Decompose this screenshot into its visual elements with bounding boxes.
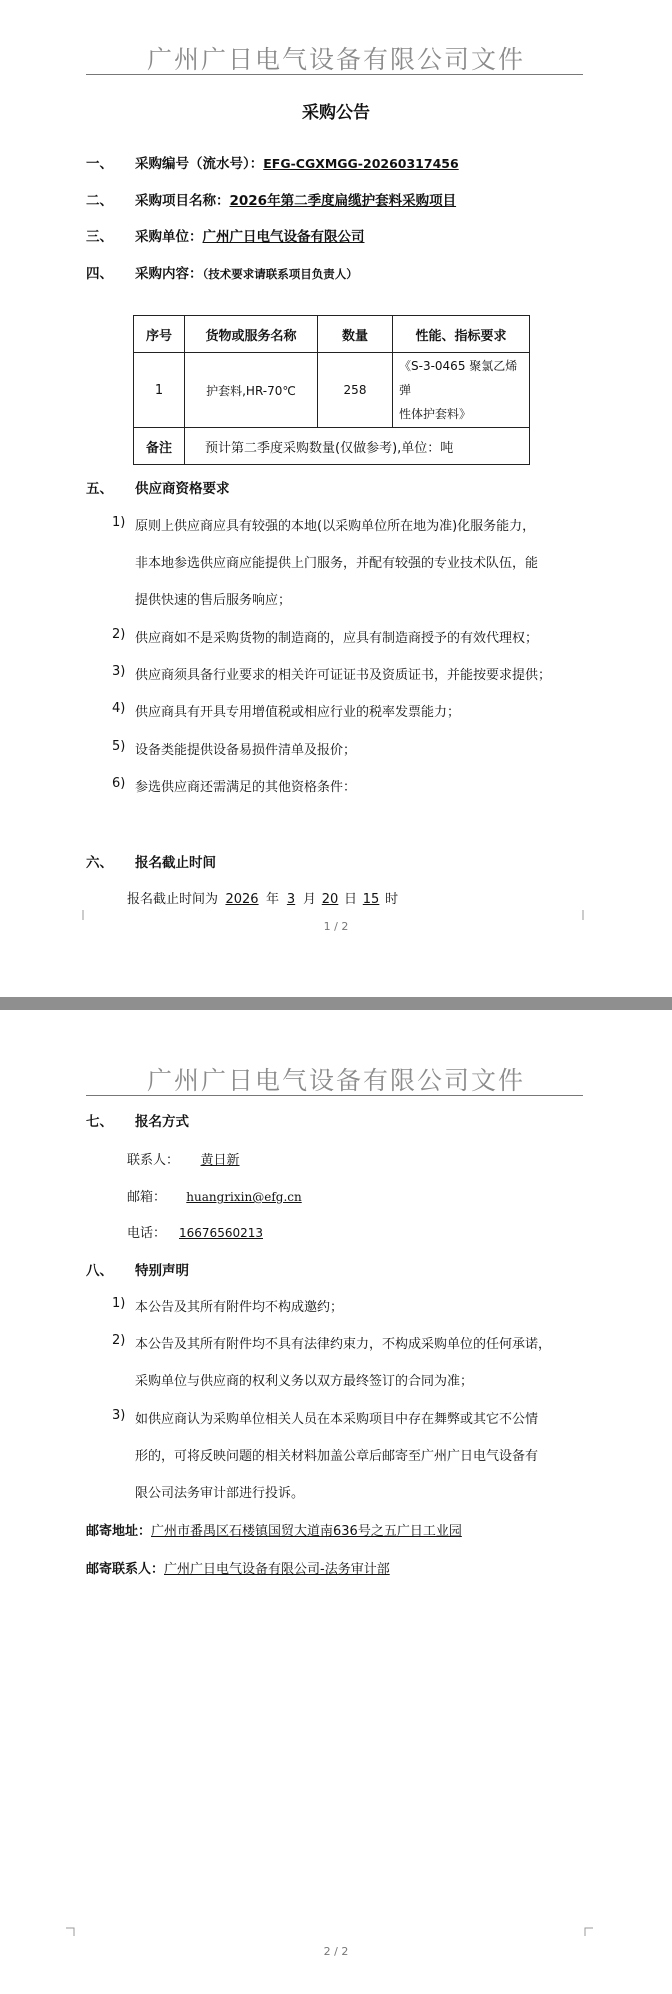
contact-name: 黄日新 — [200, 1153, 240, 1168]
deadline-month: 3 — [286, 892, 296, 907]
remark-label: 备注 — [134, 428, 185, 465]
statement-3-line-1: 如供应商认为采购单位相关人员在本采购项目中存在舞弊或其它不公情 — [135, 1412, 539, 1427]
email-row — [127, 1186, 322, 1205]
qualification-1-line-1: 原则上供应商应具有较强的本地(以采购单位所在地为准)化服务能力， — [135, 519, 536, 534]
section-8-title: 特别声明 — [135, 1263, 189, 1279]
section-3-number: 三、 — [86, 229, 113, 245]
qualification-6-text: 参选供应商还需满足的其他资格条件： — [135, 780, 357, 795]
deadline-day: 20 — [321, 892, 339, 907]
section-1-number: 一、 — [86, 156, 113, 172]
page-number: 1 / 2 — [323, 920, 349, 933]
statement-3-line-3: 限公司法务审计部进行投诉。 — [135, 1486, 305, 1501]
section-6-title: 报名截止时间 — [135, 855, 216, 871]
page-corner-mark — [583, 1926, 593, 1936]
document-header: 广州广日电气设备有限公司文件 — [146, 1066, 525, 1095]
section-1-row — [135, 152, 459, 172]
spec-line-2: 性体护套料》 — [399, 407, 472, 421]
header-divider — [86, 1095, 583, 1096]
deadline-year: 2026 — [225, 892, 259, 907]
mail-address: 广州市番禺区石楼镇国贸大道南636号之五广日工业园 — [151, 1524, 462, 1539]
header-divider — [86, 74, 583, 75]
mail-contact-label: 邮寄联系人： — [86, 1562, 165, 1577]
section-6-number: 六、 — [86, 855, 113, 871]
section-8-number: 八、 — [86, 1263, 113, 1279]
project-name: 2026年第二季度扁缆护套料采购项目 — [229, 193, 457, 209]
section-5-title: 供应商资格要求 — [135, 481, 230, 497]
statement-2-line-2: 采购单位与供应商的权利义务以双方最终签订的合同为准； — [135, 1374, 474, 1389]
page-title: 采购公告 — [302, 103, 370, 123]
qualification-3-text: 供应商须具备行业要求的相关许可证证书及资质证书，并能按要求提供； — [135, 668, 552, 683]
deadline-hour-unit: 时 — [385, 892, 399, 907]
section-4-number: 四、 — [86, 266, 113, 282]
mail-address-row — [86, 1520, 462, 1539]
page-corner-mark — [66, 1926, 76, 1936]
section-3-row — [135, 225, 365, 245]
qualification-5-number: 5) — [112, 739, 126, 754]
contact-label: 联系人： — [127, 1153, 180, 1168]
contact-row — [127, 1149, 261, 1168]
section-4-row — [135, 262, 358, 282]
phone-label: 电话： — [127, 1226, 167, 1241]
mail-contact: 广州广日电气设备有限公司-法务审计部 — [164, 1562, 390, 1577]
page-separator — [0, 997, 672, 1010]
purchasing-unit: 广州广日电气设备有限公司 — [202, 229, 365, 245]
statement-3-line-2: 形的，可将反映问题的相关材料加盖公章后邮寄至广州广日电气设备有 — [135, 1449, 539, 1464]
qualification-1-line-2: 非本地参选供应商应能提供上门服务，并配有较强的专业技术队伍，能 — [135, 556, 539, 571]
table-remark-row — [134, 428, 530, 465]
qualification-5-text: 设备类能提供设备易损件清单及报价； — [135, 743, 357, 758]
section-1-label: 采购编号（流水号）： — [135, 156, 264, 172]
deadline-month-unit: 月 — [303, 892, 317, 907]
page-corner-mark — [78, 910, 88, 920]
section-2-row — [135, 189, 466, 209]
email-address: huangrixin@efg.cn — [186, 1190, 302, 1204]
cell-quantity: 258 — [318, 353, 393, 428]
deadline-year-unit: 年 — [266, 892, 280, 907]
statement-3-number: 3) — [112, 1408, 126, 1423]
statement-2-line-1: 本公告及其所有附件均不具有法律约束力，不构成采购单位的任何承诺， — [135, 1337, 552, 1352]
mail-address-label: 邮寄地址： — [86, 1524, 152, 1539]
statement-2-number: 2) — [112, 1333, 126, 1348]
qualification-3-number: 3) — [112, 664, 126, 679]
header-item-name: 货物或服务名称 — [185, 316, 318, 353]
statement-1-number: 1) — [112, 1296, 126, 1311]
cell-item-name: 护套料,HR-70℃ — [185, 353, 318, 428]
qualification-1-number: 1) — [112, 515, 126, 530]
section-7-number: 七、 — [86, 1114, 113, 1130]
header-quantity: 数量 — [318, 316, 393, 353]
table-header-row — [134, 316, 530, 353]
qualification-4-number: 4) — [112, 701, 126, 716]
deadline-hour: 15 — [362, 892, 380, 907]
page-number: 2 / 2 — [323, 1945, 349, 1958]
section-2-label: 采购项目名称： — [135, 193, 230, 209]
statement-1-text: 本公告及其所有附件均不构成邀约； — [135, 1300, 344, 1315]
qualification-4-text: 供应商具有开具专用增值税或相应行业的税率发票能力； — [135, 705, 461, 720]
section-5-number: 五、 — [86, 481, 113, 497]
qualification-2-number: 2) — [112, 627, 126, 642]
cell-index: 1 — [134, 353, 185, 428]
remark-text: 预计第二季度采购数量(仅做参考),单位：吨 — [185, 428, 530, 465]
section-4-note: （技术要求请联系项目负责人） — [202, 267, 358, 281]
mail-contact-row — [86, 1558, 390, 1577]
header-spec: 性能、指标要求 — [393, 316, 530, 353]
qualification-2-text: 供应商如不是采购货物的制造商的，应具有制造商授予的有效代理权； — [135, 631, 539, 646]
deadline-day-unit: 日 — [344, 892, 358, 907]
phone-row — [127, 1222, 276, 1241]
document-page-2 — [0, 1010, 672, 1994]
section-7-title: 报名方式 — [135, 1114, 189, 1130]
page-corner-mark — [578, 910, 588, 920]
purchase-number: EFG-CGXMGG-20260317456 — [263, 156, 459, 171]
table-row — [134, 353, 530, 428]
section-4-label: 采购内容： — [135, 266, 203, 282]
deadline-prefix: 报名截止时间为 — [127, 892, 219, 907]
header-index: 序号 — [134, 316, 185, 353]
qualification-6-number: 6) — [112, 776, 126, 791]
section-3-label: 采购单位： — [135, 229, 203, 245]
cell-spec — [393, 353, 530, 428]
deadline-line — [127, 888, 398, 907]
email-label: 邮箱： — [127, 1190, 167, 1205]
document-header: 广州广日电气设备有限公司文件 — [146, 45, 525, 74]
requirements-table — [133, 315, 530, 465]
spec-line-1: 《S-3-0465 聚氯乙烯弹 — [399, 359, 518, 397]
phone-number: 16676560213 — [179, 1226, 263, 1240]
qualification-1-line-3: 提供快速的售后服务响应； — [135, 593, 292, 608]
section-2-number: 二、 — [86, 193, 113, 209]
